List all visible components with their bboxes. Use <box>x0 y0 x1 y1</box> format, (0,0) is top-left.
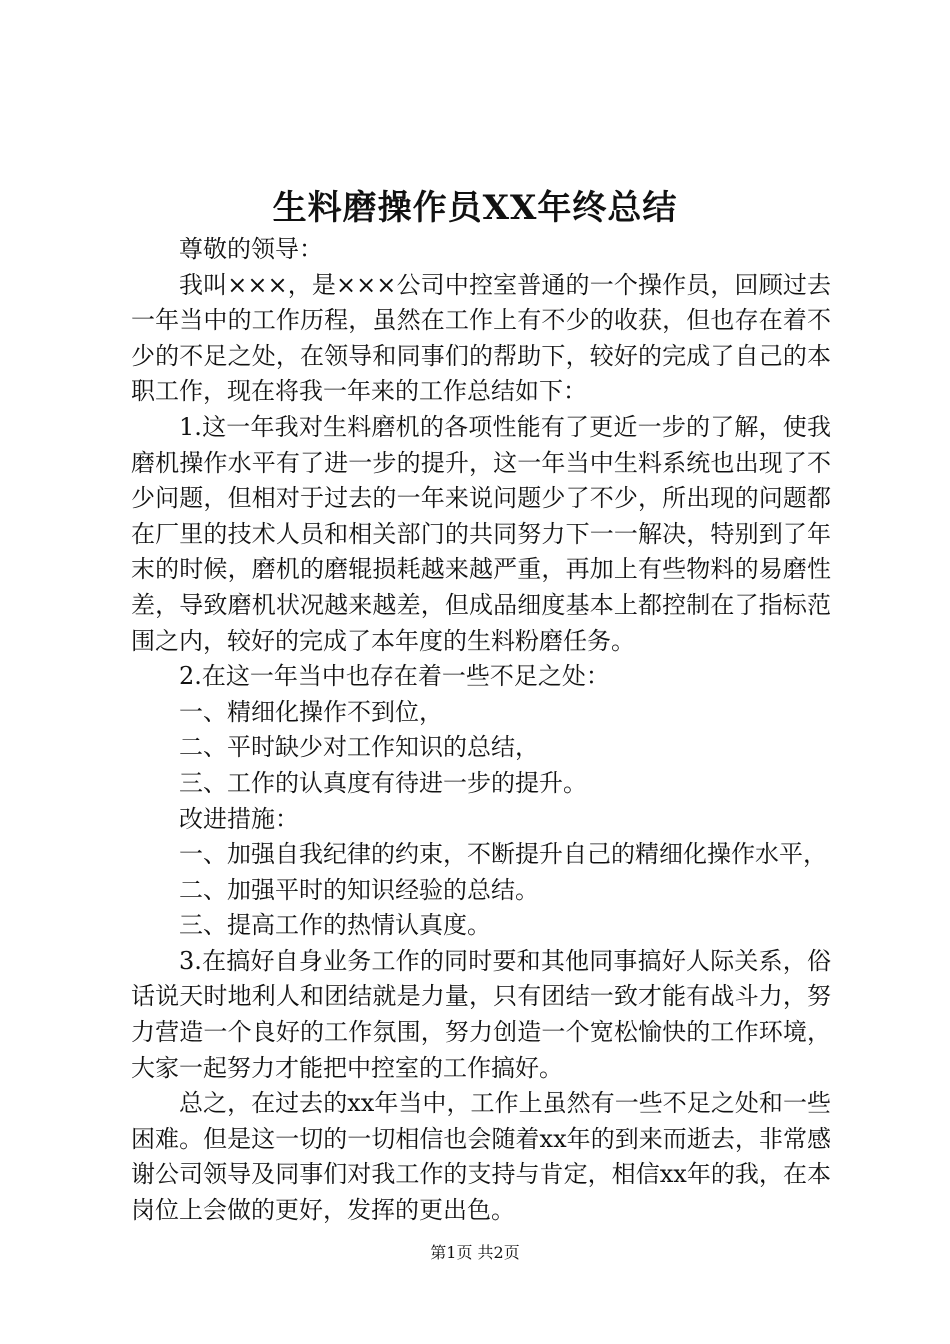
list-item-shortcoming-3: 三、工作的认真度有待进一步的提升。 <box>179 768 587 797</box>
paragraph-point-3: 3.在搞好自身业务工作的同时要和其他同事搞好人际关系，俗话说天时地利人和团结就是力量，只有团结一致才能有战斗力，努力营造一个良好的工作氛围，努力创造一个宽松愉快的工作环境，大家一起努力才能把中控室的工作搞好。 <box>131 946 831 1082</box>
list-item-improvement-3: 三、提高工作的热情认真度。 <box>179 911 491 940</box>
list-item-shortcoming-2: 二、平时缺少对工作知识的总结， <box>179 733 539 762</box>
paragraph-point-2: 2.在这一年当中也存在着一些不足之处： <box>179 662 610 691</box>
list-item-shortcoming-1: 一、精细化操作不到位， <box>179 697 443 726</box>
salutation: 尊敬的领导： <box>179 235 323 263</box>
page-number-footer: 第1页 共2页 <box>430 1243 520 1262</box>
document-title: 生料磨操作员XX年终总结 <box>272 188 678 228</box>
paragraph-conclusion: 总之，在过去的xx年当中，工作上虽然有一些不足之处和一些困难。但是这一切的一切相信也会随着xx年的到来而逝去，非常感谢公司领导及同事们对我工作的支持与肯定，相信xx年的我，在本岗位上会做的更好，发挥的更出色。 <box>131 1089 831 1225</box>
improvement-heading: 改进措施： <box>179 804 299 833</box>
list-item-improvement-2: 二、加强平时的知识经验的总结。 <box>179 875 539 904</box>
list-item-improvement-1: 一、加强自我纪律的约束，不断提升自己的精细化操作水平， <box>179 840 827 869</box>
paragraph-intro: 我叫×××，是×××公司中控室普通的一个操作员，回顾过去一年当中的工作历程，虽然在工作上有不少的收获，但也存在着不少的不足之处，在领导和同事们的帮助下，较好的完成了自己的本职工作，现在将我一年来的工作总结如下： <box>131 270 831 406</box>
document-body <box>131 232 831 1229</box>
paragraph-point-1: 1.这一年我对生料磨机的各项性能有了更近一步的了解，使我磨机操作水平有了进一步的提升，这一年当中生料系统也出现了不少问题，但相对于过去的一年来说问题少了不少，所出现的问题都在厂里的技术人员和相关部门的共同努力下一一解决，特别到了年末的时候，磨机的磨辊损耗越来越严重，再加上有些物料的易磨性差，导致磨机状况越来越差，但成品细度基本上都控制在了指标范围之内，较好的完成了本年度的生料粉磨任务。 <box>131 412 831 655</box>
